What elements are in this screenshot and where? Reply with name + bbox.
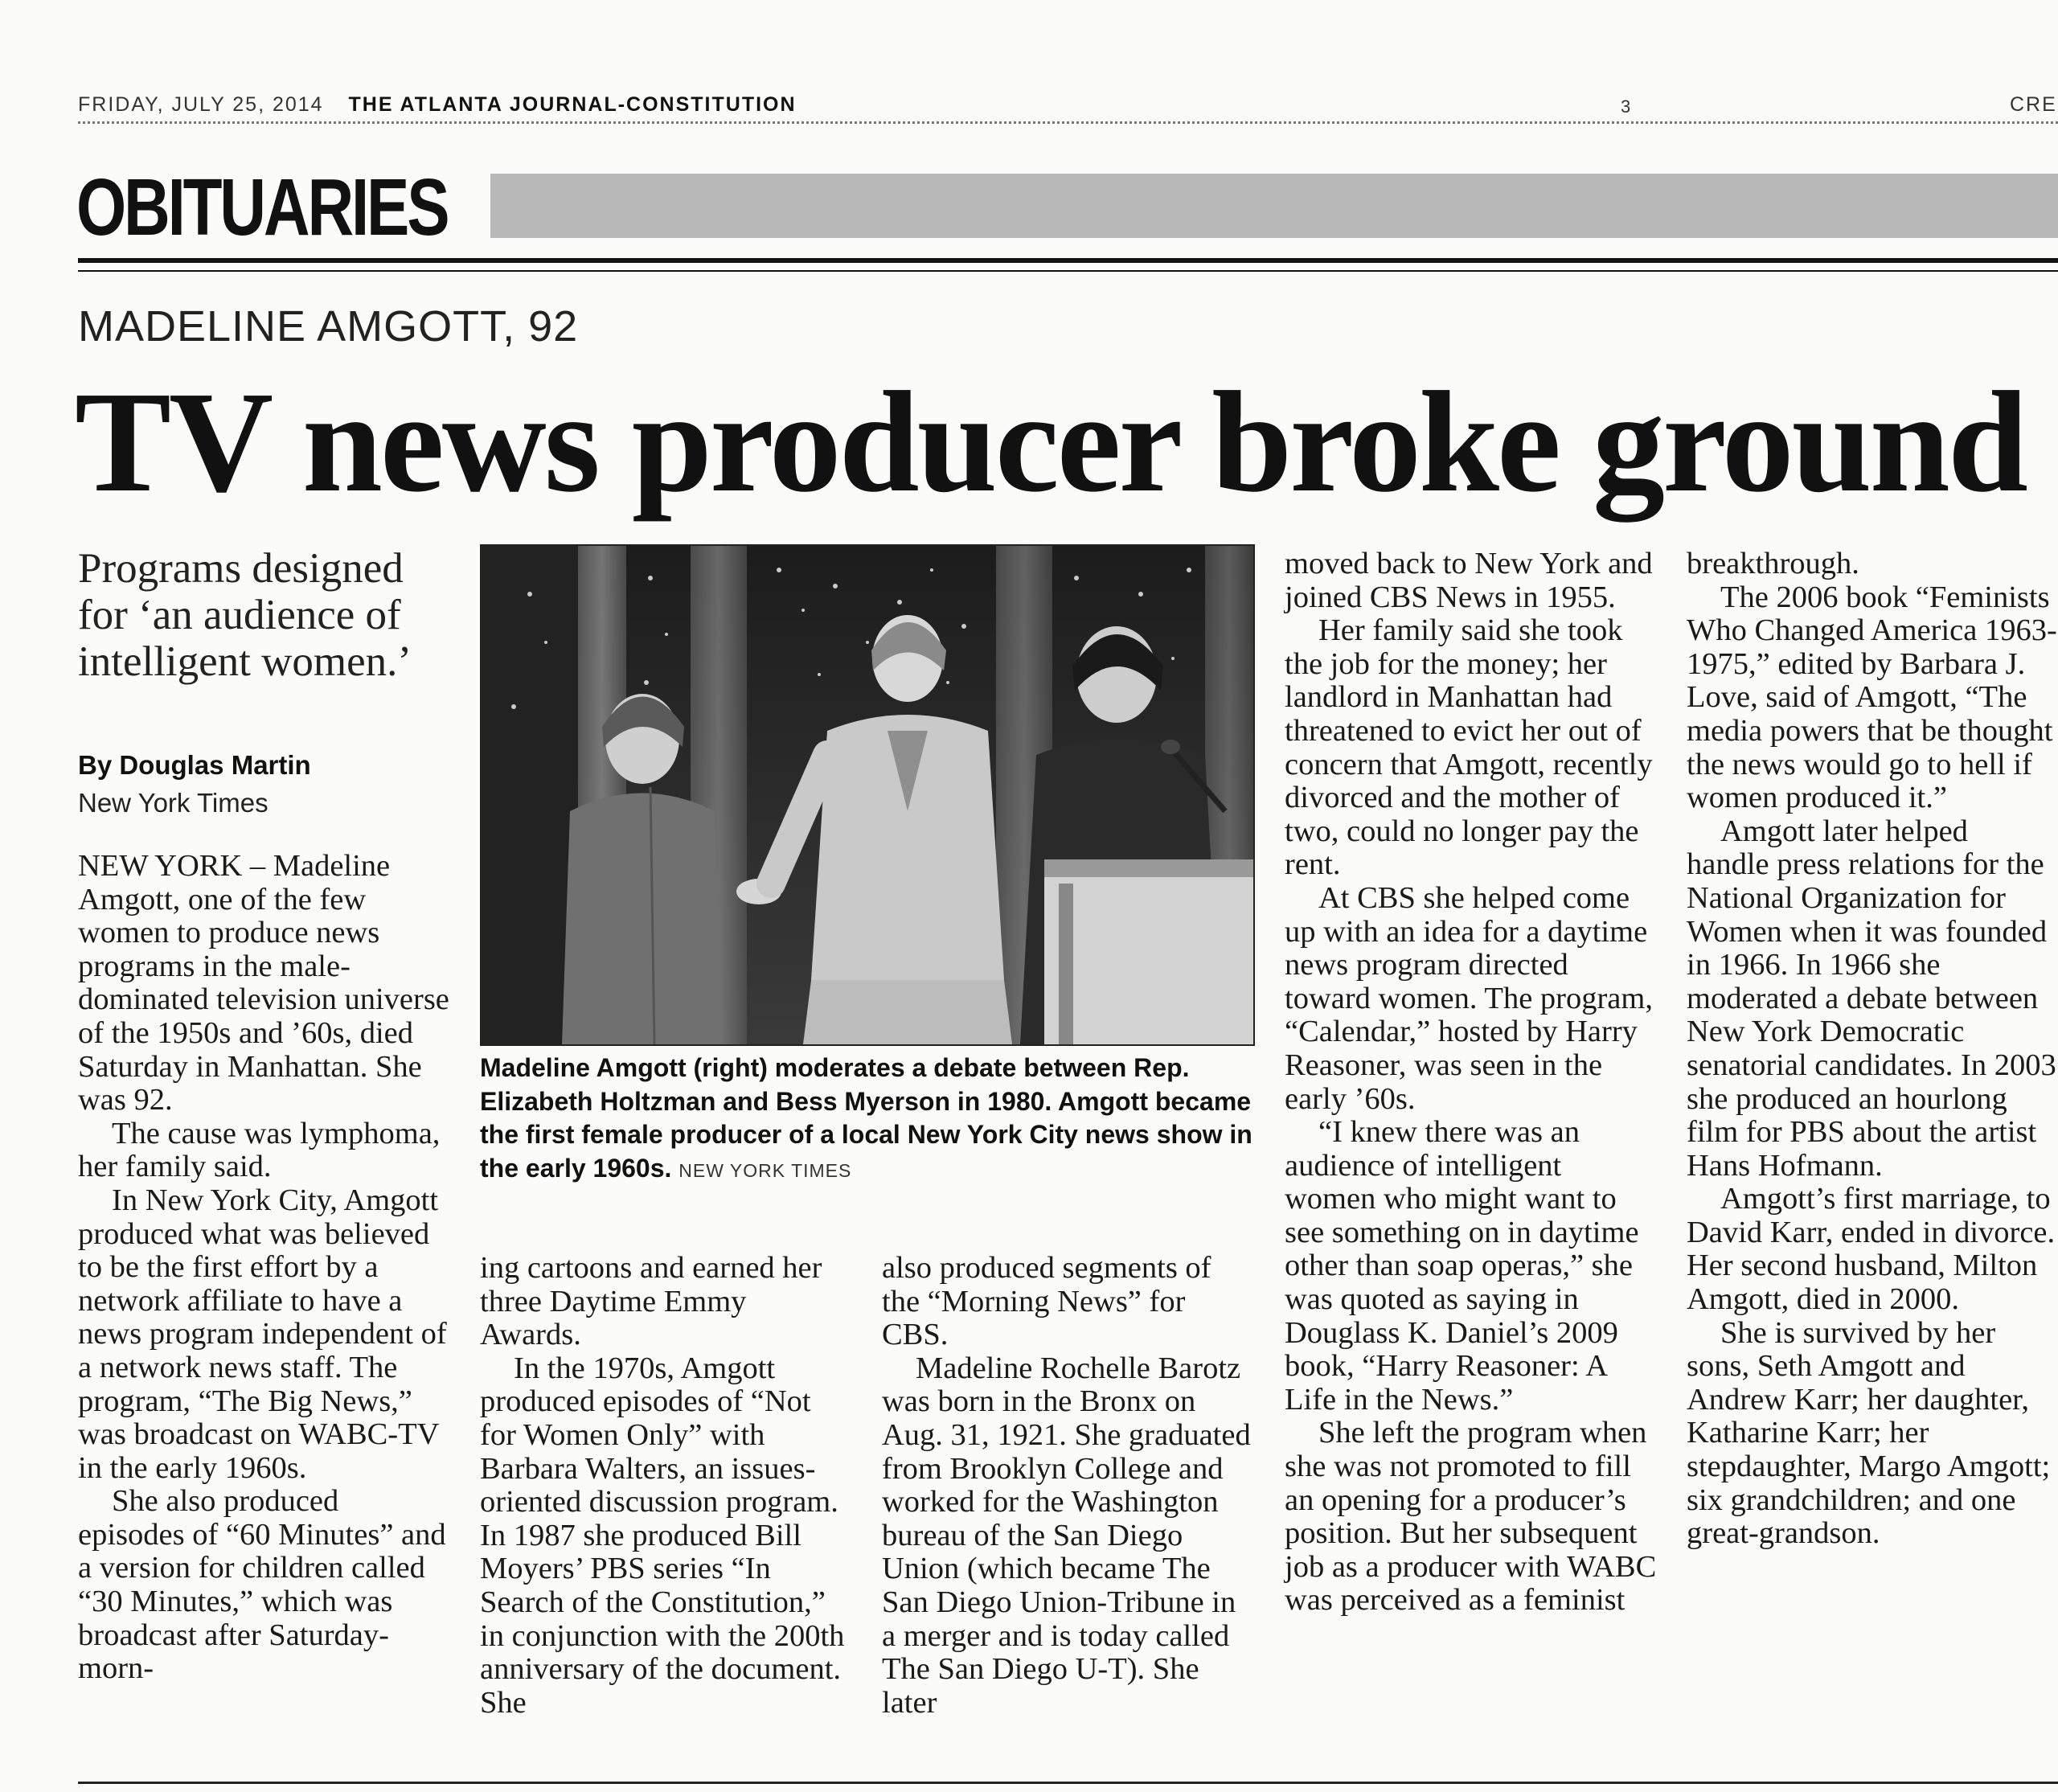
section-rule-thin (78, 270, 2058, 272)
page-number: 3 (1621, 96, 1631, 117)
paragraph: ing cartoons and earned her three Daytime Emmy Awards. (480, 1251, 822, 1352)
paragraph: She also produced episodes of “60 Minutes” and a version for children called “30 Minutes,” which was broadcast after Saturday-morn- (78, 1484, 446, 1686)
paragraph: NEW YORK – Madeline Amgott, one of the few women to produce news programs in the male-dominated television universe of the 1950s and ’60s, died Saturday in Manhattan. She was 92. (78, 849, 449, 1117)
issue-date: FRIDAY, JULY 25, 2014 (78, 93, 324, 116)
section-bar (490, 174, 2058, 238)
headline: TV news producer broke ground (75, 362, 2026, 522)
paragraph: Amgott’s first marriage, to David Karr, ended in divorce. Her second husband, Milton Amgott, died in 2000. (1687, 1182, 2056, 1317)
folio-right-edge: CRE (2010, 93, 2057, 116)
paragraph: She is survived by her sons, Seth Amgott and Andrew Karr; her daughter, Katharine Karr; her stepdaughter, Margo Amgott; six grandchildren; and one great-grandson. (1687, 1315, 2051, 1551)
paragraph: breakthrough. (1687, 547, 1859, 580)
newspaper-name: THE ATLANTA JOURNAL-CONSTITUTION (348, 93, 797, 116)
folio-dotted-rule (78, 121, 2058, 124)
paragraph: In New York City, Amgott produced what was believed to be the first effort by a network affiliate to have a news program independent of a network news staff. The program, “The Big News,” was broadcast on WABC-TV in the early 1960s. (78, 1183, 447, 1485)
section-rule-thick (78, 258, 2058, 263)
article-column-3 (882, 1252, 1255, 1720)
paragraph: Madeline Rochelle Barotz was born in the Bronx on Aug. 31, 1921. She graduated from Brooklyn College and worked for the Washington bureau of the San Diego Union (which became The San Diego Union-Tribune in a merger and is today called The San Diego U-T). She later (882, 1351, 1251, 1720)
bottom-rule (78, 1782, 2058, 1784)
paragraph: She left the program when she was not promoted to fill an opening for a producer’s position. But her subsequent job as a producer with WABC was perceived as a feminist (1285, 1416, 1657, 1618)
article-photo (480, 544, 1255, 1046)
paragraph: “I knew there was an audience of intelligent women who might want to see something on in daytime other than soap operas,” she was quoted as saying in Douglass K. Daniel’s 2009 book, “Harry Reasoner: A Life in the News.” (1285, 1115, 1639, 1417)
article-column-1 (78, 850, 451, 1686)
byline-author: By Douglas Martin (78, 750, 311, 780)
paragraph: The 2006 book “Feminists Who Changed America 1963-1975,” edited by Barbara J. Love, said of Amgott, “The media powers that be thought the news would go to hell if women produced it.” (1687, 580, 2057, 815)
photo-illustration (482, 546, 1253, 1044)
folio-line (78, 93, 797, 117)
article-column-2 (480, 1252, 853, 1720)
paragraph: At CBS she helped come up with an idea for a daytime news program directed toward women. The program, “Calendar,” hosted by Harry Reasoner, was seen in the early ’60s. (1285, 880, 1653, 1116)
paragraph: In the 1970s, Amgott produced episodes of “Not for Women Only” with Barbara Walters, an issues-oriented discussion program. In 1987 she produced Bill Moyers’ PBS series “In Search of the Constitution,” in conjunction with the 200th anniversary of the document. She (480, 1351, 845, 1720)
byline-source: New York Times (78, 788, 269, 818)
paragraph: Her family said she took the job for the money; her landlord in Manhattan had threatened to evict her out of concern that Amgott, recently divorced and the mother of two, could no longer pay the rent. (1285, 613, 1653, 882)
paragraph: The cause was lymphoma, her family said. (78, 1116, 441, 1184)
paragraph: moved back to New York and joined CBS News in 1955. (1285, 547, 1653, 614)
caption-text: Madeline Amgott (right) moderates a debate between Rep. Elizabeth Holtzman and Bess Myerson in 1980. Amgott became the first female producer of a local New York City news show in the early 1960s. (480, 1053, 1252, 1183)
paragraph: also produced segments of the “Morning News” for CBS. (882, 1251, 1211, 1352)
paragraph: Amgott later helped handle press relations for the National Organization for Women when it was founded in 1966. In 1966 she moderated a debate between New York Democratic senatorial candidates. In 2003 she produced an hourlong film for PBS about the artist Hans Hofmann. (1687, 814, 2056, 1183)
photo-caption (480, 1052, 1268, 1187)
deck: Programs designed for ‘an audience of intelligent women.’ (78, 545, 412, 685)
article-column-5 (1687, 547, 2058, 1551)
article-column-4 (1285, 547, 1658, 1618)
photo-credit: NEW YORK TIMES (678, 1159, 852, 1181)
section-title: OBITUARIES (76, 162, 448, 252)
kicker: MADELINE AMGOTT, 92 (78, 302, 579, 351)
